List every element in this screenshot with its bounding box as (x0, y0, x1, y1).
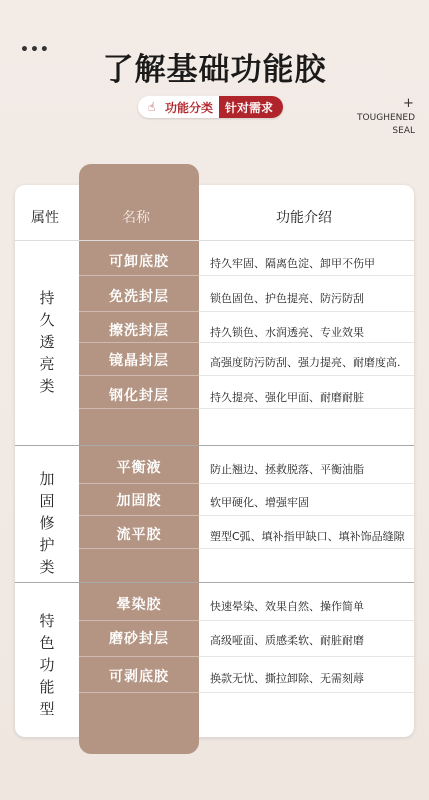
row-divider (79, 408, 199, 409)
table-row-name: 流平胶 (116, 527, 162, 543)
table-row-name: 钢化封层 (109, 388, 169, 404)
category-label: 加 固 修 护 类 (39, 470, 55, 576)
table-row-desc: 锁色固色、护色提亮、防污防刮 (210, 292, 364, 305)
table-row-name: 可剥底胶 (109, 669, 169, 685)
row-divider (199, 342, 414, 343)
table-row-desc: 防止翘边、拯救脱落、平衡油脂 (210, 463, 364, 476)
corner-caption (357, 112, 415, 138)
table-row-desc: 持久牢固、隔离色淀、卸甲不伤甲 (210, 257, 375, 270)
header-category: 属性 (31, 210, 59, 226)
header-name: 名称 (122, 210, 150, 226)
pill-tag: 针对需求 (219, 96, 283, 118)
table-row-desc: 高级哑面、质感柔软、耐脏耐磨 (210, 634, 364, 647)
group-divider (15, 582, 414, 583)
table-row-name: 加固胶 (116, 493, 162, 509)
row-divider (79, 375, 199, 376)
corner-caption-line1: TOUGHENED (357, 113, 415, 123)
row-divider (79, 483, 199, 484)
menu-dots-icon[interactable]: ••• (20, 42, 50, 58)
hand-pointer-icon: ☝ (148, 99, 156, 114)
row-divider (79, 311, 199, 312)
pill-label: 功能分类 (165, 100, 214, 115)
row-divider (199, 656, 414, 657)
table-row-name: 可卸底胶 (109, 254, 169, 270)
category-label: 特 色 功 能 型 (39, 612, 55, 718)
plus-icon: + (403, 96, 414, 111)
row-divider (79, 548, 199, 549)
table-row-desc: 快速晕染、效果自然、操作简单 (210, 600, 364, 613)
row-divider (79, 656, 199, 657)
table-row-name: 磨砂封层 (109, 631, 169, 647)
table-row-desc: 软甲硬化、增强牢固 (210, 496, 309, 509)
header-divider (15, 240, 414, 241)
pill-label-box (138, 96, 219, 118)
table-row-name: 平衡液 (116, 460, 162, 476)
row-divider (79, 692, 199, 693)
row-divider (79, 515, 199, 516)
row-divider (199, 548, 414, 549)
row-divider (199, 692, 414, 693)
row-divider (79, 620, 199, 621)
header-desc: 功能介绍 (276, 210, 332, 226)
table-row-desc: 持久锁色、水润透亮、专业效果 (210, 326, 364, 339)
row-divider (199, 483, 414, 484)
table-row-desc: 高强度防污防刮、强力提亮、耐磨度高. (210, 356, 401, 369)
category-pill (138, 96, 283, 118)
row-divider (199, 408, 414, 409)
row-divider (199, 275, 414, 276)
table-row-name: 晕染胶 (116, 597, 162, 613)
table-row-name: 免洗封层 (109, 289, 169, 305)
table-row-name: 镜晶封层 (109, 353, 169, 369)
row-divider (79, 275, 199, 276)
page-title: 了解基础功能胶 (102, 52, 327, 88)
row-divider (199, 620, 414, 621)
table-row-name: 擦洗封层 (109, 323, 169, 339)
row-divider (199, 375, 414, 376)
table-row-desc: 持久提亮、强化甲面、耐磨耐脏 (210, 391, 364, 404)
corner-caption-line2: SEAL (392, 126, 415, 136)
table-row-desc: 换款无忧、撕拉卸除、无需刻蓐 (210, 672, 364, 685)
group-divider (15, 445, 414, 446)
row-divider (199, 311, 414, 312)
row-divider (79, 342, 199, 343)
table-row-desc: 塑型C弧、填补指甲缺口、填补饰品缝隙 (210, 530, 405, 543)
category-label: 持 久 透 亮 类 (39, 289, 55, 395)
row-divider (199, 515, 414, 516)
